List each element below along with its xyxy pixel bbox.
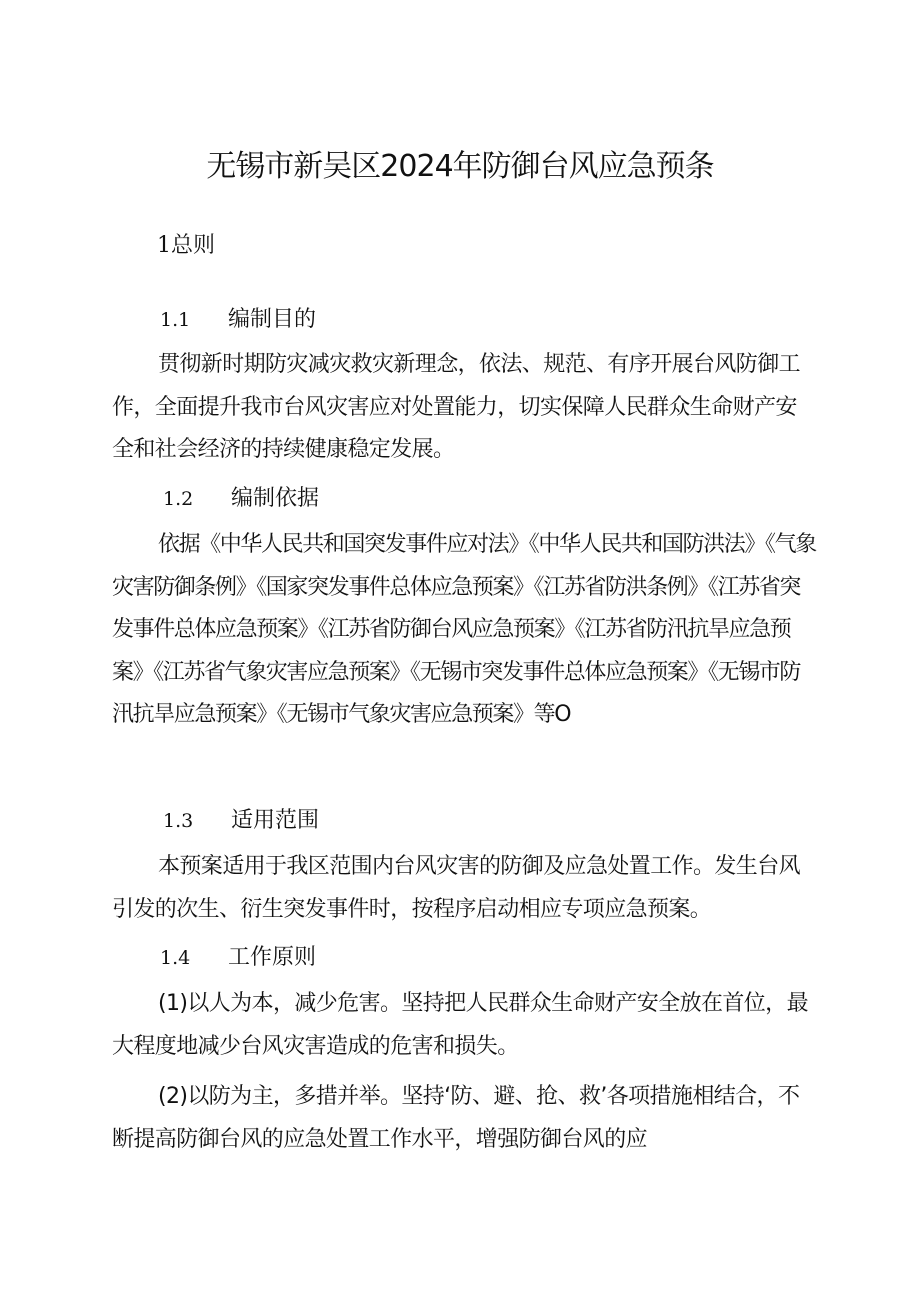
paragraph-scope: 本预案适用于我区范围内台风灾害的防御及应急处置工作。发生台风引发的次生、衍生突发事件时，按程序启动相应专项应急预案。 <box>112 854 801 922</box>
subsection-label: 编制目的 <box>228 307 317 332</box>
subsection-heading-scope <box>163 806 319 836</box>
subsection-heading-purpose <box>160 305 316 335</box>
paragraph-basis: 依据《中华人民共和国突发事件应对法》《中华人民共和国防洪法》《气象灾害防御条例》《国家突发事件总体应急预案》《江苏省防洪条例》《江苏省突发事件总体应急预案》《江苏省防御台风应急预案》《江苏省防汛抗旱应急预案》《江苏省气象灾害应急预案》《无锡市突发事件总体应急预案》《无锡市防汛抗旱应急预案》《无锡市气象灾害应急预案》等O <box>112 532 816 727</box>
subsection-number: 1.2 <box>163 488 194 510</box>
section-number: 1 <box>157 233 171 258</box>
subsection-label: 适用范围 <box>231 808 320 833</box>
subsection-label: 编制依据 <box>231 486 320 511</box>
subsection-heading-principles <box>160 943 316 973</box>
subsection-label: 工作原则 <box>228 945 317 970</box>
section-label: 总则 <box>171 233 216 258</box>
subsection-number: 1.3 <box>163 810 194 832</box>
section-heading-general <box>157 231 215 261</box>
document-title: 无锡市新吴区2024年防御台风应急预条 <box>206 149 714 184</box>
paragraph-purpose: 贯彻新时期防灾减灾救灾新理念，依法、规范、有序开展台风防御工作，全面提升我市台风灾害应对处置能力，切实保障人民群众生命财产安全和社会经济的持续健康稳定发展。 <box>112 352 801 462</box>
paragraph-principle-2: (2)以防为主，多措并举。坚持‘防、避、抢、救’各项措施相结合，不断提高防御台风的应急处置工作水平，增强防御台风的应 <box>112 1084 800 1152</box>
subsection-number: 1.1 <box>160 309 191 331</box>
paragraph-principle-1: (1)以人为本，减少危害。坚持把人民群众生命财产安全放在首位，最大程度地减少台风灾害造成的危害和损失。 <box>112 991 808 1059</box>
subsection-number: 1.4 <box>160 947 191 969</box>
subsection-heading-basis <box>163 484 319 514</box>
